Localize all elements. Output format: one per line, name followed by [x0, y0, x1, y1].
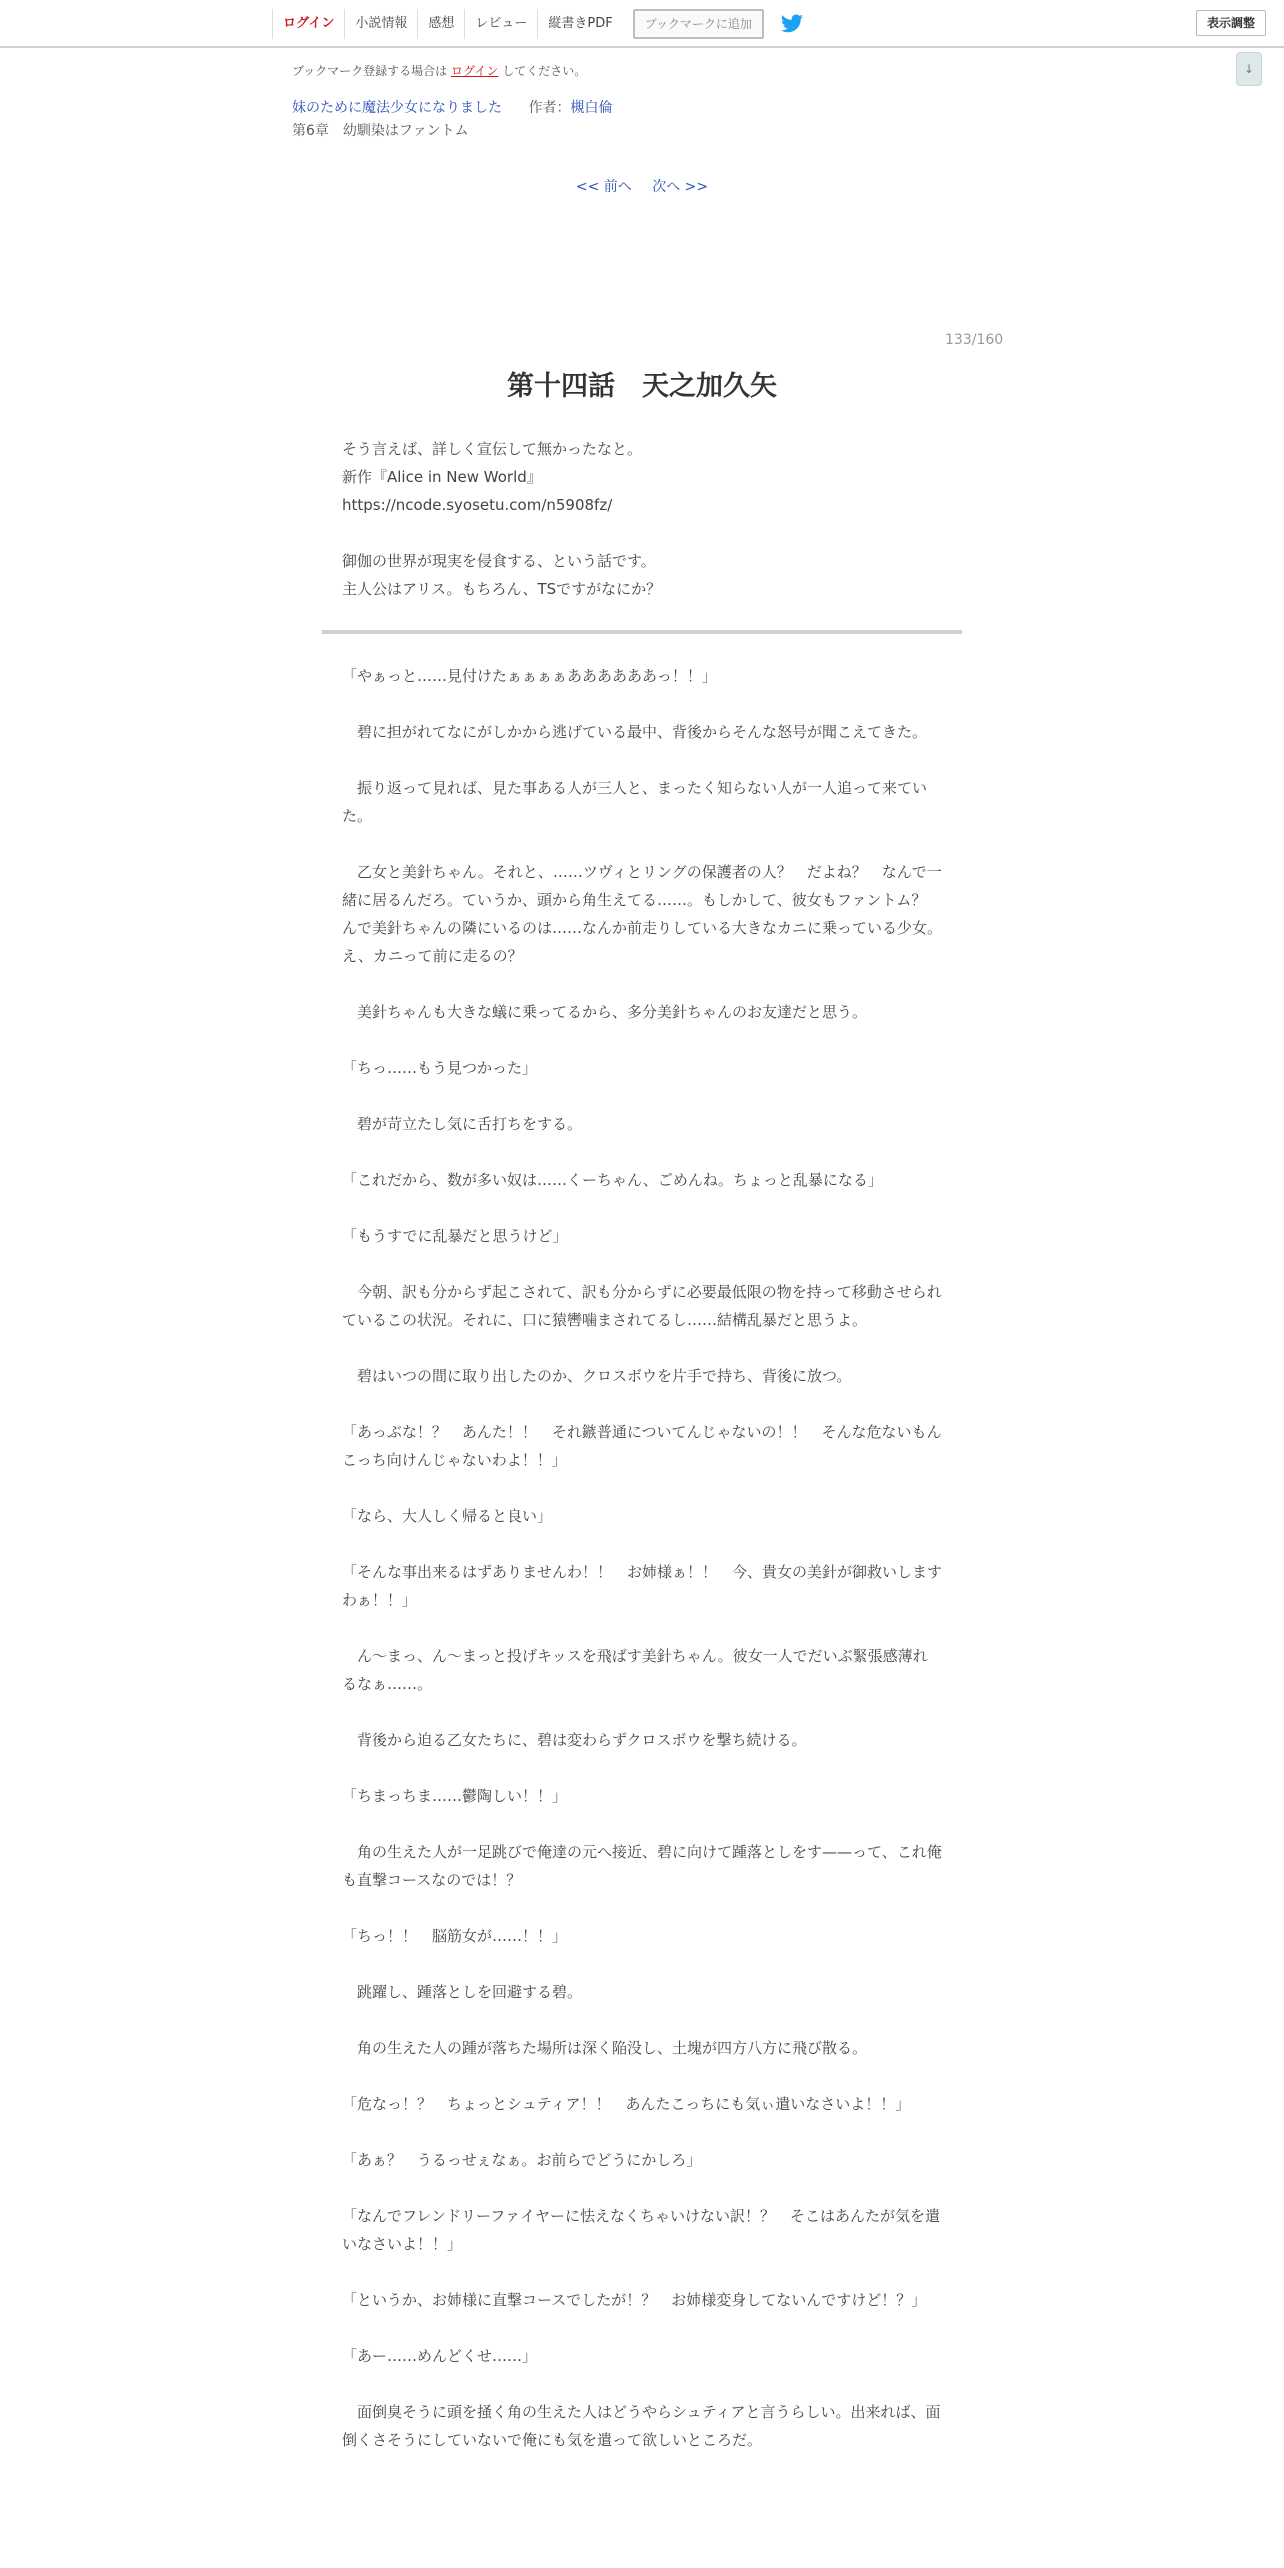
- preface-line: そう言えば、詳しく宣伝して無かったなと。: [342, 440, 643, 458]
- nav-vertical-pdf[interactable]: 縦書きPDF: [537, 9, 622, 39]
- twitter-bird-icon[interactable]: [778, 12, 806, 36]
- body-paragraph: 「なんでフレンドリーファイヤーに怯えなくちゃいけない訳！？ そこはあんたが気を遣いなさいよ！！」: [342, 2207, 940, 2253]
- preface-line: 新作『Alice in New World』: [342, 468, 542, 486]
- body-paragraph: 碧が苛立たし気に舌打ちをする。: [342, 1115, 583, 1133]
- preface-line: 御伽の世界が現実を侵食する、という話です。: [342, 552, 656, 570]
- body-paragraph: 「というか、お姉様に直撃コースでしたが！？ お姉様変身してないんですけど！？」: [342, 2291, 927, 2309]
- body-paragraph: 「これだから、数が多い奴は……くーちゃん、ごめんね。ちょっと乱暴になる」: [342, 1171, 883, 1189]
- author-label: 作者：: [528, 100, 571, 116]
- series-info: [292, 97, 612, 117]
- nav-impressions[interactable]: 感想: [417, 9, 464, 39]
- bookmark-note-login-link[interactable]: ログイン: [451, 64, 499, 78]
- episode-title: 第十四話 天之加久矢: [507, 371, 777, 402]
- body-paragraph: 「やぁっと……見付けたぁぁぁぁああああああっ！！」: [342, 667, 717, 685]
- bookmark-note: [292, 62, 586, 79]
- display-settings-button[interactable]: 表示調整: [1196, 10, 1266, 36]
- body-paragraph: 碧はいつの間に取り出したのか、クロスボウを片手で持ち、背後に放つ。: [342, 1367, 852, 1385]
- body-paragraph: 背後から迫る乙女たちに、碧は変わらずクロスボウを撃ち続ける。: [342, 1731, 807, 1749]
- preface-divider: [322, 630, 962, 634]
- chapter-title: 第6章 幼馴染はファントム: [292, 123, 469, 139]
- preface-link[interactable]: https://ncode.syosetu.com/n5908fz/: [342, 496, 613, 514]
- scroll-down-arrow-button[interactable]: ↓: [1236, 52, 1262, 86]
- preface-line: [342, 519, 942, 547]
- pager: [0, 176, 1284, 196]
- body-paragraph: 「あぁ？ うるっせぇなぁ。お前らでどうにかしろ」: [342, 2151, 702, 2169]
- body-paragraph: 乙女と美針ちゃん。それと、……ツヴィとリングの保護者の人？ だよね？ なんで一緒に居るんだろ。ていうか、頭から角生えてる……。もしかして、彼女もファントム？ んで美針ちゃんの隣にいるのは……なんか前走りしている大きなカニに乗っている少女。え、カニって前に走るの？: [342, 863, 943, 965]
- body-paragraph: 跳躍し、踵落としを回避する碧。: [342, 1983, 583, 2001]
- next-page-link[interactable]: 次へ >>: [652, 179, 709, 195]
- episode-counter: 133/160: [945, 332, 1004, 348]
- top-bar: [0, 0, 1284, 48]
- body-paragraph: 「もうすでに乱暴だと思うけど」: [342, 1227, 568, 1245]
- novel-body: [342, 662, 942, 2454]
- nav-review[interactable]: レビュー: [464, 9, 537, 39]
- preface: [342, 435, 942, 603]
- bookmark-note-suffix: してください。: [502, 64, 587, 78]
- body-paragraph: 面倒臭そうに頭を掻く角の生えた人はどうやらシュティアと言うらしい。出来れば、面倒くさそうにしていないで俺にも気を遣って欲しいところだ。: [342, 2403, 941, 2449]
- body-paragraph: 「そんな事出来るはずありませんわ！！ お姉様ぁ！！ 今、貴女の美針が御救いしますわぁ！！」: [342, 1563, 943, 1609]
- body-paragraph: 「ちっ……もう見つかった」: [342, 1059, 538, 1077]
- bookmark-note-prefix: ブックマーク登録する場合は: [292, 64, 448, 78]
- body-paragraph: 「ちっ！！ 脳筋女が……！！」: [342, 1927, 568, 1945]
- prev-page-link[interactable]: << 前へ: [575, 179, 632, 195]
- body-paragraph: 角の生えた人が一足跳びで俺達の元へ接近、碧に向けて踵落としをす——って、これ俺も直撃コースなのでは！？: [342, 1843, 942, 1889]
- body-paragraph: ん～まっ、ん～まっと投げキッスを飛ばす美針ちゃん。彼女一人でだいぶ緊張感薄れるなぁ……。: [342, 1647, 928, 1693]
- body-paragraph: 「なら、大人しく帰ると良い」: [342, 1507, 553, 1525]
- nav-login[interactable]: ログイン: [272, 9, 344, 39]
- body-paragraph: 「あっぶな！？ あんた！！ それ鏃普通についてんじゃないの！！ そんな危ないもんこっち向けんじゃないわよ！！」: [342, 1423, 942, 1469]
- nav-novel-info[interactable]: 小説情報: [344, 9, 417, 39]
- body-paragraph: 「危なっ！？ ちょっとシュティア！！ あんたこっちにも気ぃ遣いなさいよ！！」: [342, 2095, 911, 2113]
- body-paragraph: 角の生えた人の踵が落ちた場所は深く陥没し、土塊が四方八方に飛び散る。: [342, 2039, 868, 2057]
- body-paragraph: 「ちまっちま……鬱陶しい！！」: [342, 1787, 568, 1805]
- body-paragraph: 振り返って見れば、見た事ある人が三人と、まったく知らない人が一人追って来ていた。: [342, 779, 928, 825]
- body-paragraph: 碧に担がれてなにがしかから逃げている最中、背後からそんな怒号が聞こえてきた。: [342, 723, 928, 741]
- body-paragraph: 今朝、訳も分からず起こされて、訳も分からずに必要最低限の物を持って移動させられているこの状況。それに、口に猿轡噛まされてるし……結構乱暴だと思うよ。: [342, 1283, 942, 1329]
- body-paragraph: 美針ちゃんも大きな蟻に乗ってるから、多分美針ちゃんのお友達だと思う。: [342, 1003, 868, 1021]
- preface-line: 主人公はアリス。もちろん、TSですがなにか？: [342, 580, 662, 598]
- series-title-link[interactable]: 妹のために魔法少女になりました: [292, 100, 502, 116]
- header-nav: [272, 8, 806, 40]
- author-link[interactable]: 槻白倫: [570, 100, 613, 116]
- body-paragraph: 「あー……めんどくせ……」: [342, 2347, 538, 2365]
- add-bookmark-button[interactable]: ブックマークに追加: [633, 9, 764, 39]
